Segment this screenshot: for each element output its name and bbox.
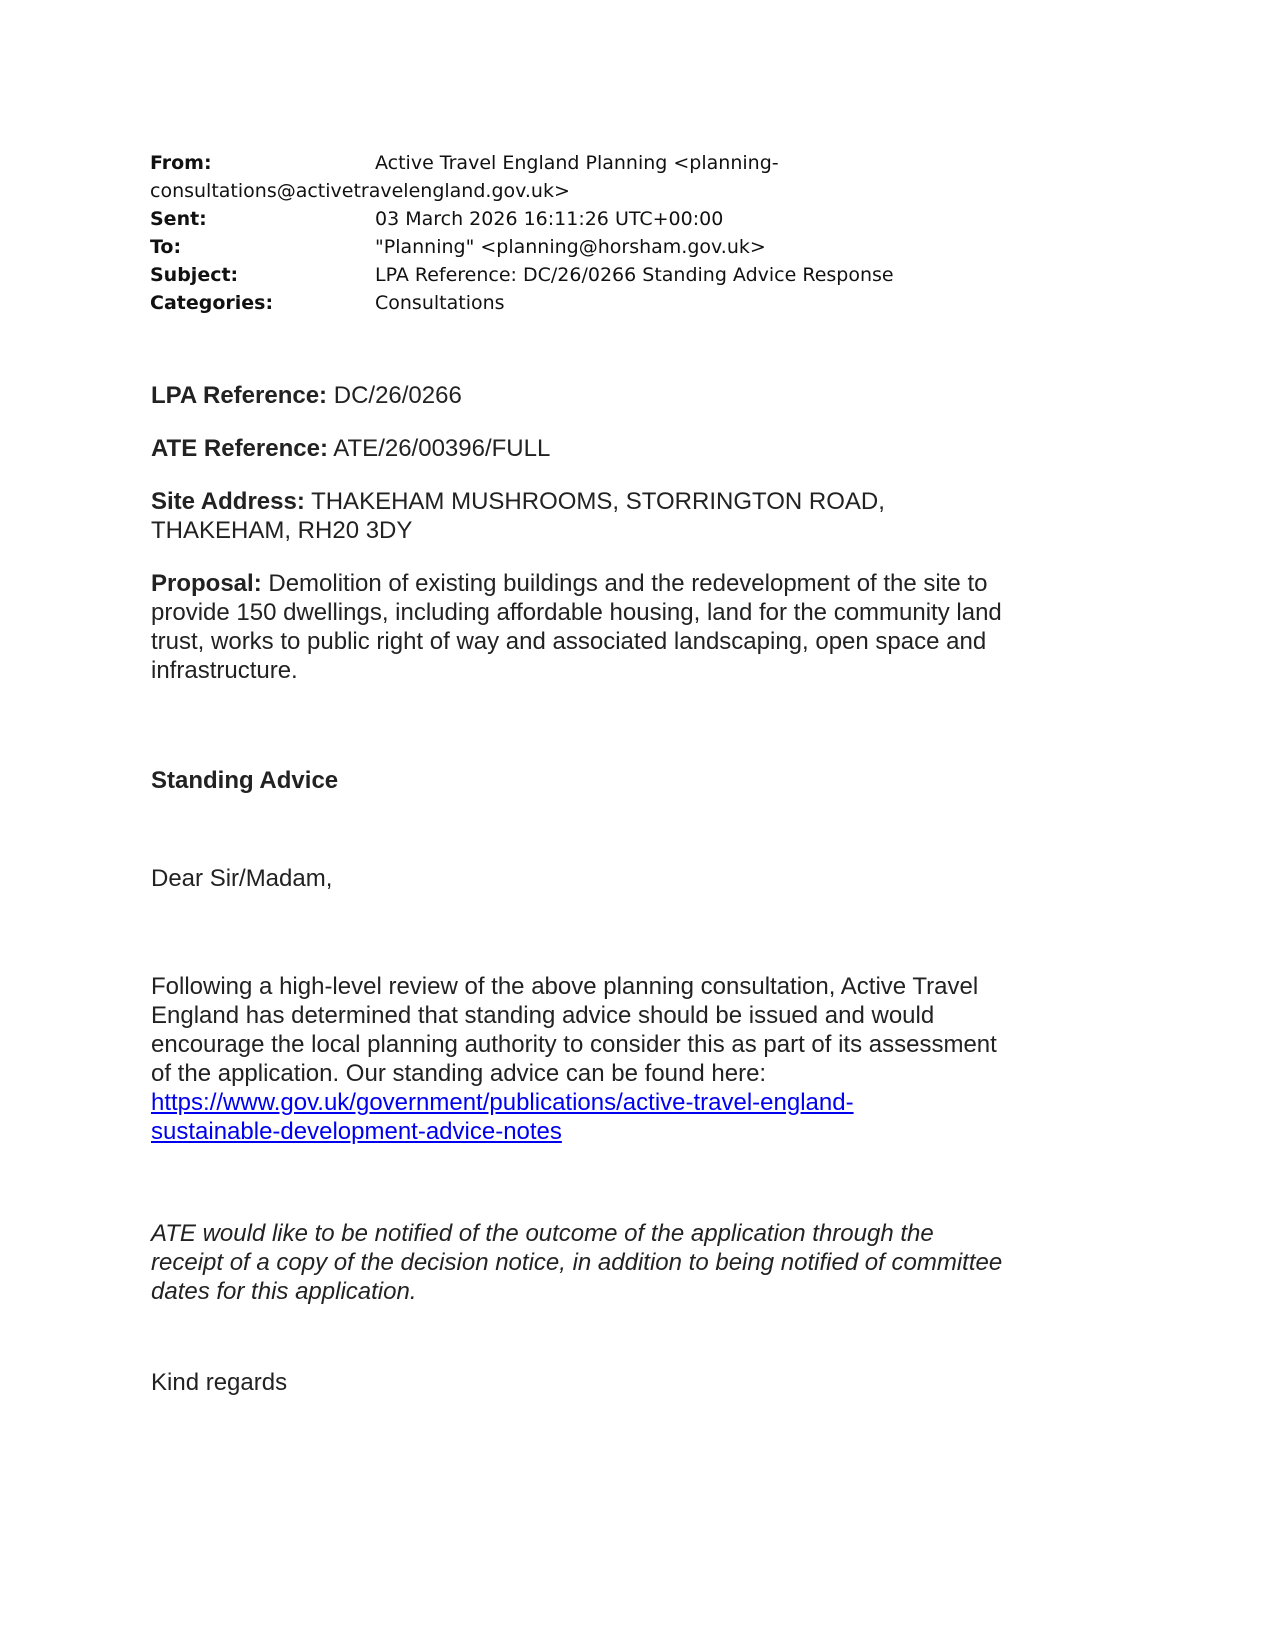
categories-row [150, 289, 910, 317]
ate-label: ATE Reference: [151, 435, 328, 462]
from-label: From: [150, 152, 212, 174]
from-row [150, 149, 910, 205]
categories-label: Categories: [150, 292, 274, 314]
standing-advice-heading: Standing Advice [151, 767, 339, 794]
ate-reference [151, 434, 1011, 463]
lpa-label: LPA Reference: [151, 382, 328, 409]
closing: Kind regards [151, 1369, 288, 1396]
from-value-line2: consultations@activetravelengland.gov.uk> [150, 180, 570, 202]
salutation: Dear Sir/Madam, [151, 865, 333, 892]
advice-link-line2: sustainable-development-advice-notes [151, 1118, 562, 1145]
lpa-reference [151, 381, 1011, 410]
email-header [150, 149, 910, 317]
notification-request: ATE would like to be notified of the outcome of the application through the receipt of a copy of the decision notice, in addition to being notified of committee dates for this application. [151, 1220, 1003, 1305]
subject-label: Subject: [150, 264, 239, 286]
to-row [150, 233, 910, 261]
advice-text: Following a high-level review of the above planning consultation, Active Travel England has determined that standing advice should be issued and would encourage the local planning authority to consider this as part of its assessment of the application. Our standing advice can be found here: [151, 973, 997, 1087]
site-value: THAKEHAM MUSHROOMS, STORRINGTON ROAD, THAKEHAM, RH20 3DY [151, 488, 885, 544]
subject-row [150, 261, 910, 289]
sent-label: Sent: [150, 208, 207, 230]
categories-value: Consultations [375, 292, 505, 314]
lpa-value: DC/26/0266 [327, 382, 462, 409]
proposal-value: Demolition of existing buildings and the redevelopment of the site to provide 150 dwellings, including affordable housing, land for the community land trust, works to public right of way and associated landscaping, open space and infrastructure. [151, 570, 1002, 684]
to-value: "Planning" <planning@horsham.gov.uk> [375, 236, 766, 258]
from-value-line1: Active Travel England Planning <planning- [375, 152, 779, 174]
ate-value: ATE/26/00396/FULL [327, 435, 551, 462]
advice-link[interactable] [151, 1089, 854, 1145]
advice-link-line1: https://www.gov.uk/government/publications/active-travel-england- [151, 1089, 854, 1116]
sent-value: 03 March 2026 16:11:26 UTC+00:00 [375, 208, 724, 230]
site-label: Site Address: [151, 488, 305, 515]
proposal [151, 569, 1011, 685]
sent-row [150, 205, 910, 233]
reference-details [151, 381, 1011, 685]
proposal-label: Proposal: [151, 570, 262, 597]
to-label: To: [150, 236, 182, 258]
site-address [151, 487, 1011, 545]
subject-value: LPA Reference: DC/26/0266 Standing Advice Response [375, 264, 894, 286]
advice-paragraph [151, 972, 1011, 1146]
